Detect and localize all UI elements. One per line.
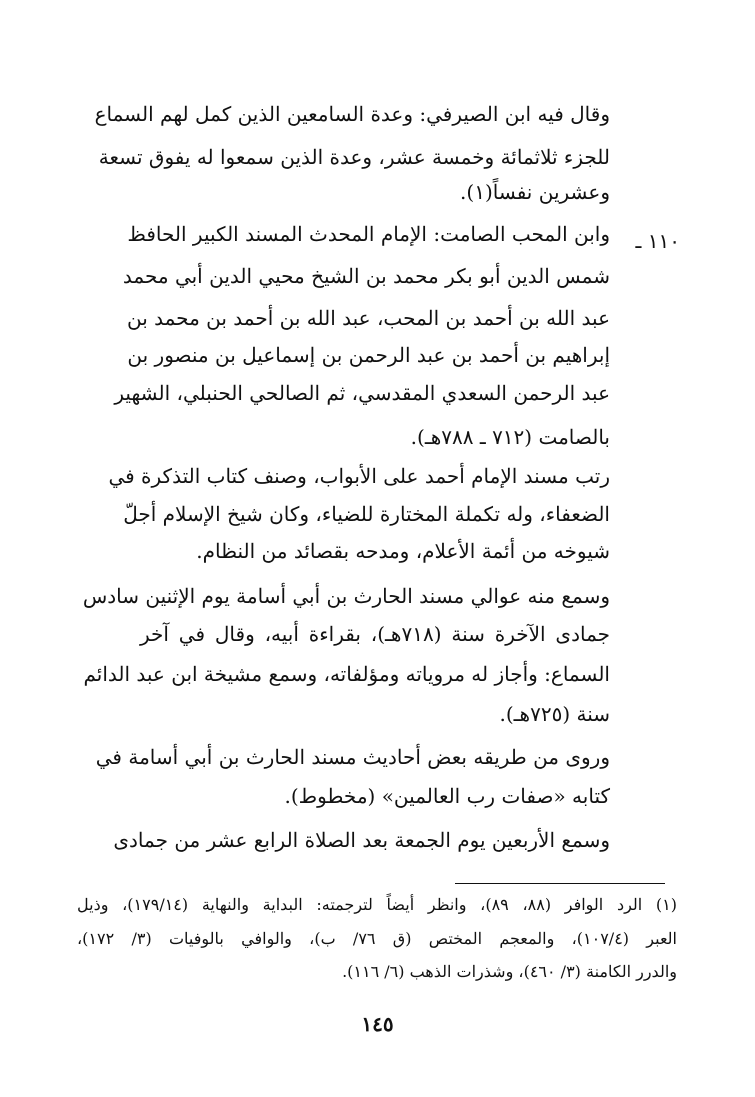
- body-line-6: عبد الله بن أحمد بن المحب، عبد الله بن أحمد بن محمد بن: [126, 306, 610, 330]
- body-line-17: وروى من طريقه بعض أحاديث مسند الحارث بن أبي أسامة في: [95, 745, 610, 769]
- body-line-11: الضعفاء، وله تكملة المختارة للضياء، وكان شيخ الإسلام أجلّ: [123, 502, 610, 526]
- footnote-line-2: العبر (١٠٧/٤)، والمعجم المختص (ق ٧٦/ ب)، والوافي بالوفيات (٣/ ١٧٢)،: [77, 929, 677, 948]
- body-line-8: عبد الرحمن السعدي المقدسي، ثم الصالحي الحنبلي، الشهير: [114, 381, 610, 405]
- body-line-19: وسمع الأربعين يوم الجمعة بعد الصلاة الرابع عشر من جمادى: [113, 828, 610, 852]
- body-line-13: وسمع منه عوالي مسند الحارث بن أبي أسامة يوم الإثنين سادس: [82, 584, 610, 608]
- footnote-line-3: والدرر الكامنة (٣/ ٤٦٠)، وشذرات الذهب (٦/ ١١٦).: [342, 962, 677, 981]
- body-line-9: بالصامت (٧١٢ ـ ٧٨٨هـ).: [410, 425, 610, 449]
- body-line-5: شمس الدين أبو بكر محمد بن الشيخ محيي الدين أبي محمد: [122, 264, 610, 288]
- body-line-2: للجزء ثلاثمائة وخمسة عشر، وعدة الذين سمعوا له يفوق تسعة: [98, 145, 610, 169]
- body-line-7: إبراهيم بن أحمد بن عبد الرحمن بن إسماعيل بن منصور بن: [127, 343, 610, 367]
- body-line-10: رتب مسند الإمام أحمد على الأبواب، وصنف كتاب التذكرة في: [108, 464, 610, 488]
- footnote-line-1: (١) الرد الوافر (٨٨، ٨٩)، وانظر أيضاً لترجمته: البداية والنهاية (١٧٩/١٤)، وذيل: [77, 895, 677, 914]
- entry-number: ١١٠ ـ: [635, 229, 680, 253]
- body-line-14: جمادى الآخرة سنة (٧١٨هـ)، بقراءة أبيه، وقال في آخر: [140, 622, 611, 646]
- body-line-3: وعشرين نفساً(١).: [460, 180, 610, 204]
- body-line-4: وابن المحب الصامت: الإمام المحدث المسند الكبير الحافظ: [127, 222, 610, 246]
- body-line-18: كتابه «صفات رب العالمين» (مخطوط).: [284, 784, 610, 808]
- body-line-16: سنة (٧٢٥هـ).: [499, 702, 610, 726]
- body-line-1: وقال فيه ابن الصيرفي: وعدة السامعين الذين كمل لهم السماع: [94, 102, 610, 126]
- body-line-15: السماع: وأجاز له مروياته ومؤلفاته، وسمع مشيخة ابن عبد الدائم: [83, 662, 610, 686]
- body-line-12: شيوخه من أئمة الأعلام، ومدحه بقصائد من النظام.: [196, 539, 610, 563]
- footnote-separator: [455, 883, 665, 884]
- page-number: ١٤٥: [361, 1012, 394, 1036]
